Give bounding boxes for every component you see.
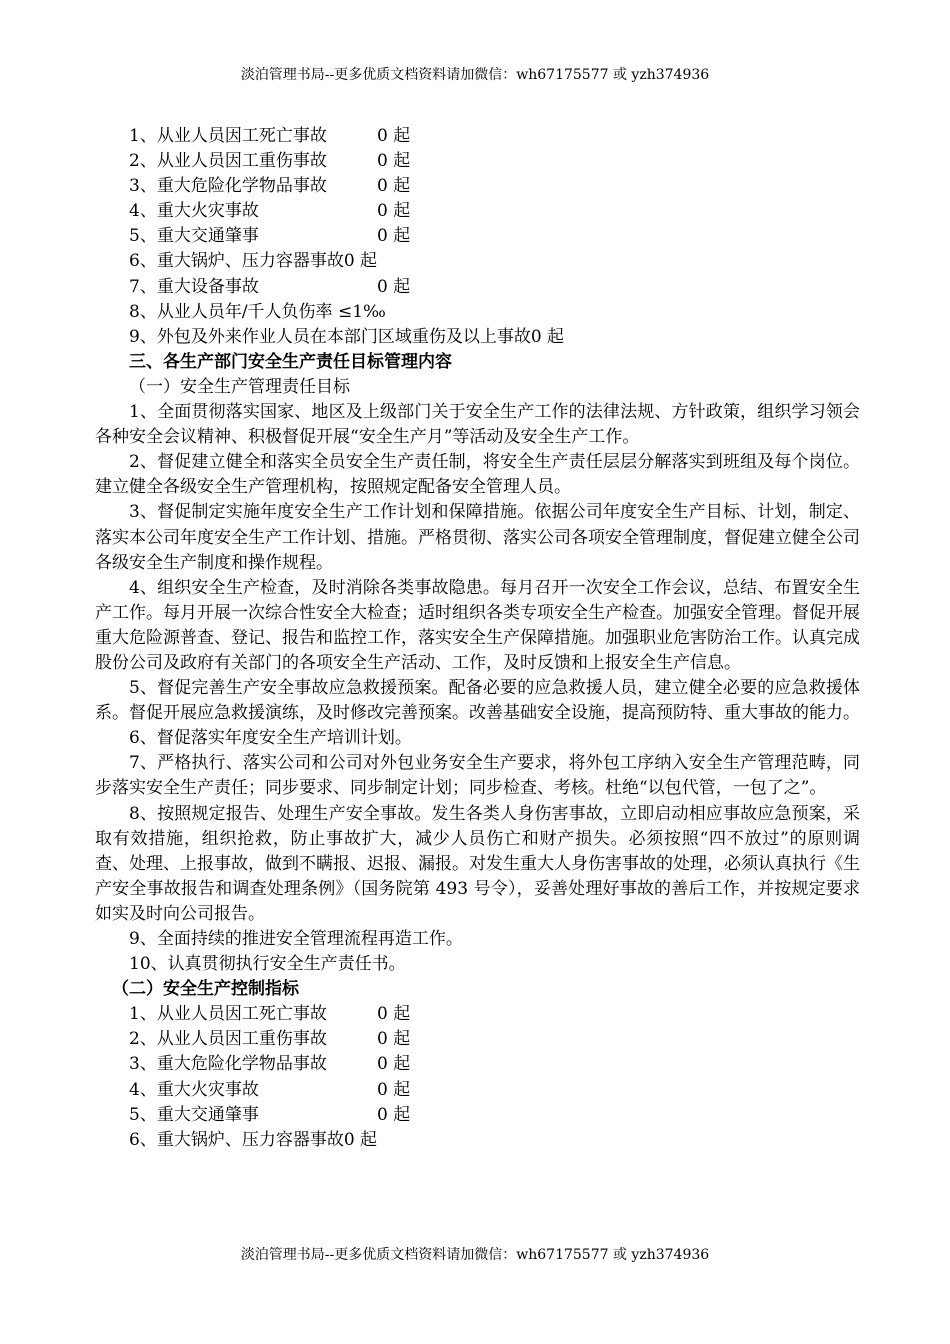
item-value: 0 起 bbox=[377, 226, 411, 247]
list-item bbox=[95, 1052, 860, 1077]
paragraph: 2、督促建立健全和落实全员安全生产责任制，将安全生产责任层层分解落实到班组及每个岗位。建立健全各级安全生产管理机构，按照规定配备安全管理人员。 bbox=[95, 452, 860, 498]
item-value: 0 起 bbox=[377, 126, 411, 146]
list-item bbox=[95, 199, 860, 224]
item-label: 6、重大锅炉、压力容器事故 bbox=[129, 1129, 344, 1150]
item-value: 0 起 bbox=[377, 1054, 411, 1075]
list-item bbox=[95, 1078, 860, 1103]
item-value: ≤1‰ bbox=[337, 301, 386, 322]
item-label: 5、重大交通肇事 bbox=[129, 226, 259, 247]
paragraph: 7、严格执行、落实公司和公司对外包业务安全生产要求，将外包工序纳入安全生产管理范畴，同步落实安全生产责任；同步要求、同步制定计划；同步检查、考核。杜绝“以包代管，一包了之”。 bbox=[95, 753, 860, 799]
item-label: 4、重大火灾事故 bbox=[129, 1079, 259, 1100]
section-heading: 三、各生产部门安全生产责任目标管理内容 bbox=[129, 351, 452, 372]
item-value: 0 起 bbox=[343, 1129, 378, 1150]
subsection-heading: （二）安全生产控制指标 bbox=[112, 979, 299, 1000]
item-value: 0 起 bbox=[377, 1104, 411, 1125]
item-label: 3、重大危险化学物品事故 bbox=[129, 176, 327, 197]
item-label: 2、从业人员因工重伤事故 bbox=[129, 151, 327, 172]
item-value: 0 起 bbox=[377, 201, 411, 222]
item-value: 0 起 bbox=[377, 1079, 411, 1100]
paragraph: 8、按照规定报告、处理生产安全事故。发生各类人身伤害事故，立即启动相应事故应急预案，采取有效措施，组织抢救，防止事故扩大，减少人员伤亡和财产损失。必须按照“四不放过”的原则调查、处理、上报事故，做到不瞒报、迟报、漏报。对发生重大人身伤害事故的处理，必须认真执行《生产安全事故报告和调查处理条例》（国务院第 493 号令），妥善处理好事故的善后工作，并按规定要求如实及时向公司报告。 bbox=[95, 803, 860, 924]
page-footer: 淡泊管理书局--更多优质文档资料请加微信：wh67175577 或 yzh374936 bbox=[240, 1247, 710, 1263]
item-label: 6、重大锅炉、压力容器事故 bbox=[129, 251, 344, 272]
item-value: 0 起 bbox=[377, 176, 411, 197]
item-label: 8、从业人员年/千人负伤率 bbox=[129, 301, 338, 322]
list-item bbox=[95, 1103, 860, 1128]
item-label: 2、从业人员因工重伤事故 bbox=[129, 1029, 327, 1050]
subsection-heading: （一）安全生产管理责任目标 bbox=[129, 376, 350, 397]
item-value: 0 起 bbox=[377, 1029, 411, 1050]
page-content bbox=[95, 124, 860, 1153]
item-label: 1、从业人员因工死亡事故 bbox=[129, 126, 327, 146]
list-item bbox=[95, 124, 860, 149]
page-header: 淡泊管理书局--更多优质文档资料请加微信：wh67175577 或 yzh374936 bbox=[240, 67, 710, 83]
item-value: 0 起 bbox=[377, 276, 411, 297]
list-item bbox=[95, 149, 860, 174]
item-value: 0 起 bbox=[377, 1004, 411, 1025]
list-item bbox=[95, 224, 860, 249]
list-item bbox=[95, 249, 860, 274]
paragraph: 6、督促落实年度安全生产培训计划。 bbox=[129, 728, 412, 749]
paragraph: 1、全面贯彻落实国家、地区及上级部门关于安全生产工作的法律法规、方针政策，组织学习领会各种安全会议精神、积极督促开展“安全生产月”等活动及安全生产工作。 bbox=[95, 402, 860, 448]
list-item bbox=[95, 275, 860, 300]
list-item bbox=[95, 1027, 860, 1052]
item-label: 7、重大设备事故 bbox=[129, 276, 259, 297]
item-label: 4、重大火灾事故 bbox=[129, 201, 259, 222]
list-item bbox=[95, 1002, 860, 1027]
item-label: 5、重大交通肇事 bbox=[129, 1104, 259, 1125]
paragraph: 5、督促完善生产安全事故应急救援预案。配备必要的应急救援人员，建立健全必要的应急救援体系。督促开展应急救援演练，及时修改完善预案。改善基础安全设施，提高预防特、重大事故的能力。 bbox=[95, 678, 860, 724]
paragraph-list bbox=[95, 400, 860, 977]
item-label: 1、从业人员因工死亡事故 bbox=[129, 1004, 327, 1025]
item-value: 0 起 bbox=[377, 151, 411, 172]
list-item bbox=[95, 1128, 860, 1153]
item-value: 0 起 bbox=[343, 251, 378, 272]
list-item bbox=[95, 174, 860, 199]
item-label: 9、外包及外来作业人员在本部门区域重伤及以上事故 bbox=[129, 326, 531, 347]
item-label: 3、重大危险化学物品事故 bbox=[129, 1054, 327, 1075]
list-item bbox=[95, 300, 860, 325]
paragraph: 3、督促制定实施年度安全生产工作计划和保障措施。依据公司年度安全生产目标、计划，制定、落实本公司年度安全生产工作计划、措施。严格贯彻、落实公司各项安全管理制度，督促建立健全公司各级安全生产制度和操作规程。 bbox=[95, 502, 860, 573]
paragraph: 10、认真贯彻执行安全生产责任书。 bbox=[129, 954, 406, 975]
paragraph: 4、组织安全生产检查，及时消除各类事故隐患。每月召开一次安全工作会议，总结、布置安全生产工作。每月开展一次综合性安全大检查；适时组织各类专项安全生产检查。加强安全管理。督促开展重大危险源普查、登记、报告和监控工作，落实安全生产保障措施。加强职业危害防治工作。认真完成股份公司及政府有关部门的各项安全生产活动、工作，及时反馈和上报安全生产信息。 bbox=[95, 577, 860, 673]
item-value: 0 起 bbox=[530, 326, 565, 347]
paragraph: 9、全面持续的推进安全管理流程再造工作。 bbox=[129, 929, 463, 949]
list-item bbox=[95, 325, 860, 350]
